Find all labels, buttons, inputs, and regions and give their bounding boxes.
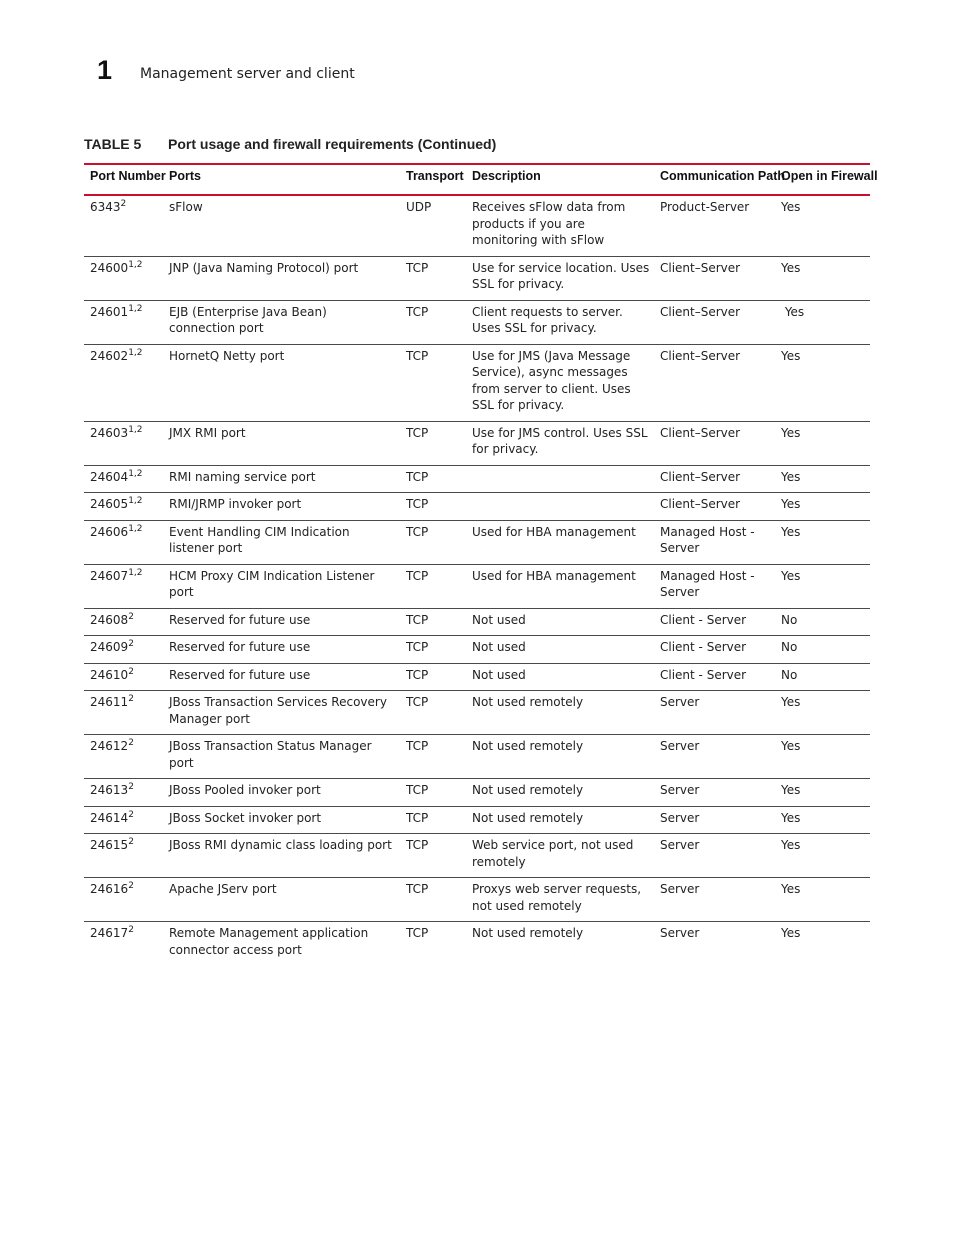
cell-description: Client requests to server. Uses SSL for privacy.	[466, 300, 654, 344]
port-number: 6343	[90, 200, 121, 214]
cell-port-number	[84, 878, 163, 922]
cell-communication-path: Server	[654, 878, 775, 922]
cell-transport: TCP	[400, 878, 466, 922]
cell-open-in-firewall: Yes	[775, 806, 870, 834]
table-body	[84, 195, 870, 965]
table-row	[84, 735, 870, 779]
footnote-reference: 2	[128, 837, 134, 847]
table-row	[84, 564, 870, 608]
cell-description: Proxys web server requests, not used remotely	[466, 878, 654, 922]
cell-communication-path: Server	[654, 735, 775, 779]
port-number: 24614	[90, 810, 129, 825]
cell-ports: RMI naming service port	[163, 465, 400, 493]
table-row	[84, 421, 870, 465]
table-header-row	[84, 164, 870, 195]
cell-communication-path: Server	[654, 834, 775, 878]
cell-description: Web service port, not used remotely	[466, 834, 654, 878]
cell-description: Use for JMS control. Uses SSL for privacy.	[466, 421, 654, 465]
cell-ports: Reserved for future use	[163, 636, 400, 664]
cell-transport: TCP	[400, 636, 466, 664]
column-header-description: Description	[472, 169, 541, 183]
cell-port-number	[84, 564, 163, 608]
cell-port-number	[84, 663, 163, 691]
cell-ports: Reserved for future use	[163, 608, 400, 636]
cell-ports: Event Handling CIM Indication listener port	[163, 520, 400, 564]
cell-open-in-firewall: Yes	[775, 256, 870, 300]
port-number: 24605	[90, 497, 129, 511]
cell-transport: UDP	[400, 195, 466, 256]
cell-transport: TCP	[400, 344, 466, 421]
chapter-title: Management server and client	[140, 66, 355, 82]
cell-communication-path: Client–Server	[654, 344, 775, 421]
cell-port-number	[84, 922, 163, 966]
cell-ports: JBoss Pooled invoker port	[163, 779, 400, 807]
cell-transport: TCP	[400, 691, 466, 735]
cell-open-in-firewall: Yes	[775, 520, 870, 564]
cell-transport: TCP	[400, 421, 466, 465]
port-number: 24607	[90, 568, 129, 583]
cell-ports: JBoss Socket invoker port	[163, 806, 400, 834]
cell-transport: TCP	[400, 564, 466, 608]
column-header-port-number: Port Number	[90, 169, 166, 183]
cell-communication-path: Client - Server	[654, 663, 775, 691]
cell-open-in-firewall: Yes	[781, 926, 801, 940]
footnote-reference: 1,2	[128, 468, 143, 479]
cell-ports: EJB (Enterprise Java Bean) connection port	[163, 300, 400, 344]
table-row	[84, 195, 870, 256]
cell-open-in-firewall: Yes	[775, 300, 870, 344]
cell-open-in-firewall: Yes	[775, 421, 870, 465]
port-number: 24611	[90, 695, 129, 709]
footnote-reference: 2	[128, 694, 134, 704]
table-row	[84, 834, 870, 878]
cell-description: Used for HBA management	[466, 520, 654, 564]
port-number: 24600	[90, 260, 129, 275]
footnote-reference: 1,2	[128, 496, 143, 506]
column-header-ports: Ports	[169, 169, 201, 183]
footnote-reference: 2	[128, 666, 134, 677]
cell-transport: TCP	[400, 493, 466, 521]
footnote-reference: 2	[128, 925, 134, 935]
cell-open-in-firewall: Yes	[775, 344, 870, 421]
cell-port-number	[84, 421, 163, 465]
cell-description: Not used	[466, 636, 654, 664]
cell-description: Not used remotely	[466, 806, 654, 834]
footnote-reference: 1,2	[128, 523, 143, 534]
port-number: 24617	[90, 926, 129, 940]
footnote-reference: 1,2	[128, 259, 143, 270]
cell-transport: TCP	[400, 806, 466, 834]
cell-description: Use for service location. Uses SSL for privacy.	[466, 256, 654, 300]
footnote-reference: 1,2	[128, 567, 143, 578]
cell-open-in-firewall: No	[775, 663, 870, 691]
column-header-open-in-firewall: Open in Firewall	[781, 169, 878, 183]
cell-communication-path: Server	[654, 779, 775, 807]
port-number: 24608	[90, 612, 129, 627]
cell-ports: JMX RMI port	[163, 421, 400, 465]
cell-open-in-firewall: Yes	[775, 834, 870, 878]
port-number: 24616	[90, 882, 129, 896]
column-header-transport: Transport	[406, 169, 464, 183]
chapter-number: 1	[97, 55, 113, 85]
footnote-reference: 1,2	[128, 424, 143, 435]
cell-ports: Remote Management application connector access port	[169, 926, 369, 957]
cell-description: Not used remotely	[466, 779, 654, 807]
table-row	[84, 520, 870, 564]
table-row	[84, 465, 870, 493]
table-row	[84, 878, 870, 922]
cell-transport: TCP	[400, 663, 466, 691]
cell-ports: JBoss Transaction Status Manager port	[163, 735, 400, 779]
cell-port-number	[84, 779, 163, 807]
table-row	[84, 493, 870, 521]
cell-description	[466, 465, 654, 493]
cell-transport: TCP	[406, 926, 429, 940]
cell-ports: Reserved for future use	[163, 663, 400, 691]
cell-description: Not used remotely	[466, 735, 654, 779]
cell-transport: TCP	[400, 520, 466, 564]
footnote-reference: 2	[128, 809, 134, 820]
cell-transport: TCP	[400, 779, 466, 807]
footnote-reference: 2	[128, 738, 134, 748]
cell-port-number	[84, 195, 163, 256]
cell-port-number	[84, 465, 163, 493]
cell-port-number	[84, 691, 163, 735]
cell-open-in-firewall: Yes	[775, 465, 870, 493]
cell-communication-path: Client–Server	[654, 256, 775, 300]
table-row	[84, 922, 870, 966]
cell-communication-path: Client - Server	[654, 608, 775, 636]
cell-communication-path: Server	[660, 926, 700, 940]
table-row	[84, 344, 870, 421]
cell-port-number	[84, 256, 163, 300]
footnote-reference: 2	[128, 782, 134, 792]
port-number: 24606	[90, 524, 129, 539]
cell-transport: TCP	[400, 735, 466, 779]
cell-communication-path: Managed Host - Server	[654, 520, 775, 564]
cell-ports: HCM Proxy CIM Indication Listener port	[163, 564, 400, 608]
cell-open-in-firewall: Yes	[775, 691, 870, 735]
cell-communication-path: Client–Server	[654, 300, 775, 344]
port-number: 24612	[90, 739, 129, 753]
cell-open-in-firewall: Yes	[775, 195, 870, 256]
cell-communication-path: Client - Server	[654, 636, 775, 664]
cell-ports: sFlow	[163, 195, 400, 256]
cell-port-number	[84, 493, 163, 521]
table-row	[84, 806, 870, 834]
cell-ports: JBoss Transaction Services Recovery Manager port	[163, 691, 400, 735]
cell-port-number	[84, 735, 163, 779]
cell-communication-path: Client–Server	[654, 421, 775, 465]
cell-ports: JBoss RMI dynamic class loading port	[163, 834, 400, 878]
cell-transport: TCP	[400, 465, 466, 493]
footnote-reference: 1,2	[128, 347, 143, 358]
column-header-communication-path: Communication Path	[660, 169, 786, 183]
footnote-reference: 1,2	[128, 303, 143, 314]
cell-ports: HornetQ Netty port	[163, 344, 400, 421]
cell-open-in-firewall: Yes	[775, 735, 870, 779]
table-row	[84, 256, 870, 300]
cell-description: Not used	[466, 663, 654, 691]
footnote-reference: 2	[128, 639, 134, 649]
cell-port-number	[84, 608, 163, 636]
port-number: 24602	[90, 348, 129, 363]
cell-ports: Apache JServ port	[163, 878, 400, 922]
table-row	[84, 663, 870, 691]
table-row	[84, 608, 870, 636]
footnote-reference: 2	[120, 199, 127, 209]
cell-open-in-firewall: Yes	[775, 564, 870, 608]
table-label: TABLE 5	[84, 136, 142, 152]
cell-port-number	[84, 636, 163, 664]
cell-communication-path: Client–Server	[654, 493, 775, 521]
cell-port-number	[84, 520, 163, 564]
cell-transport: TCP	[400, 256, 466, 300]
cell-communication-path: Client–Server	[654, 465, 775, 493]
cell-description: Not used remotely	[472, 926, 584, 940]
port-number: 24615	[90, 838, 129, 852]
table-caption: Port usage and firewall requirements (Continued)	[168, 136, 497, 152]
table-row	[84, 636, 870, 664]
port-usage-table	[84, 163, 878, 965]
cell-description: Use for JMS (Java Message Service), async messages from server to client. Uses SSL for privacy.	[466, 344, 654, 421]
cell-description: Used for HBA management	[466, 564, 654, 608]
port-number: 24610	[90, 667, 129, 682]
port-number: 24603	[90, 425, 129, 440]
cell-port-number	[84, 806, 163, 834]
table-row	[84, 691, 870, 735]
cell-communication-path: Server	[654, 691, 775, 735]
port-number: 24609	[90, 640, 129, 654]
cell-port-number	[84, 344, 163, 421]
cell-open-in-firewall: Yes	[775, 493, 870, 521]
cell-description: Not used	[466, 608, 654, 636]
cell-transport: TCP	[400, 608, 466, 636]
table-row	[84, 779, 870, 807]
cell-communication-path: Product-Server	[654, 195, 775, 256]
cell-ports: JNP (Java Naming Protocol) port	[163, 256, 400, 300]
cell-open-in-firewall: Yes	[775, 779, 870, 807]
port-number: 24613	[90, 783, 129, 797]
port-number: 24601	[90, 304, 129, 319]
footnote-reference: 2	[128, 881, 134, 891]
cell-port-number	[84, 300, 163, 344]
table-row	[84, 300, 870, 344]
cell-ports: RMI/JRMP invoker port	[163, 493, 400, 521]
cell-description	[466, 493, 654, 521]
cell-open-in-firewall: No	[775, 636, 870, 664]
cell-open-in-firewall: No	[775, 608, 870, 636]
cell-transport: TCP	[400, 834, 466, 878]
cell-description: Not used remotely	[466, 691, 654, 735]
cell-communication-path: Managed Host - Server	[654, 564, 775, 608]
cell-port-number	[84, 834, 163, 878]
port-number: 24604	[90, 469, 129, 484]
cell-transport: TCP	[400, 300, 466, 344]
cell-description: Receives sFlow data from products if you are monitoring with sFlow	[466, 195, 654, 256]
cell-open-in-firewall: Yes	[775, 878, 870, 922]
cell-communication-path: Server	[654, 806, 775, 834]
footnote-reference: 2	[128, 611, 134, 622]
